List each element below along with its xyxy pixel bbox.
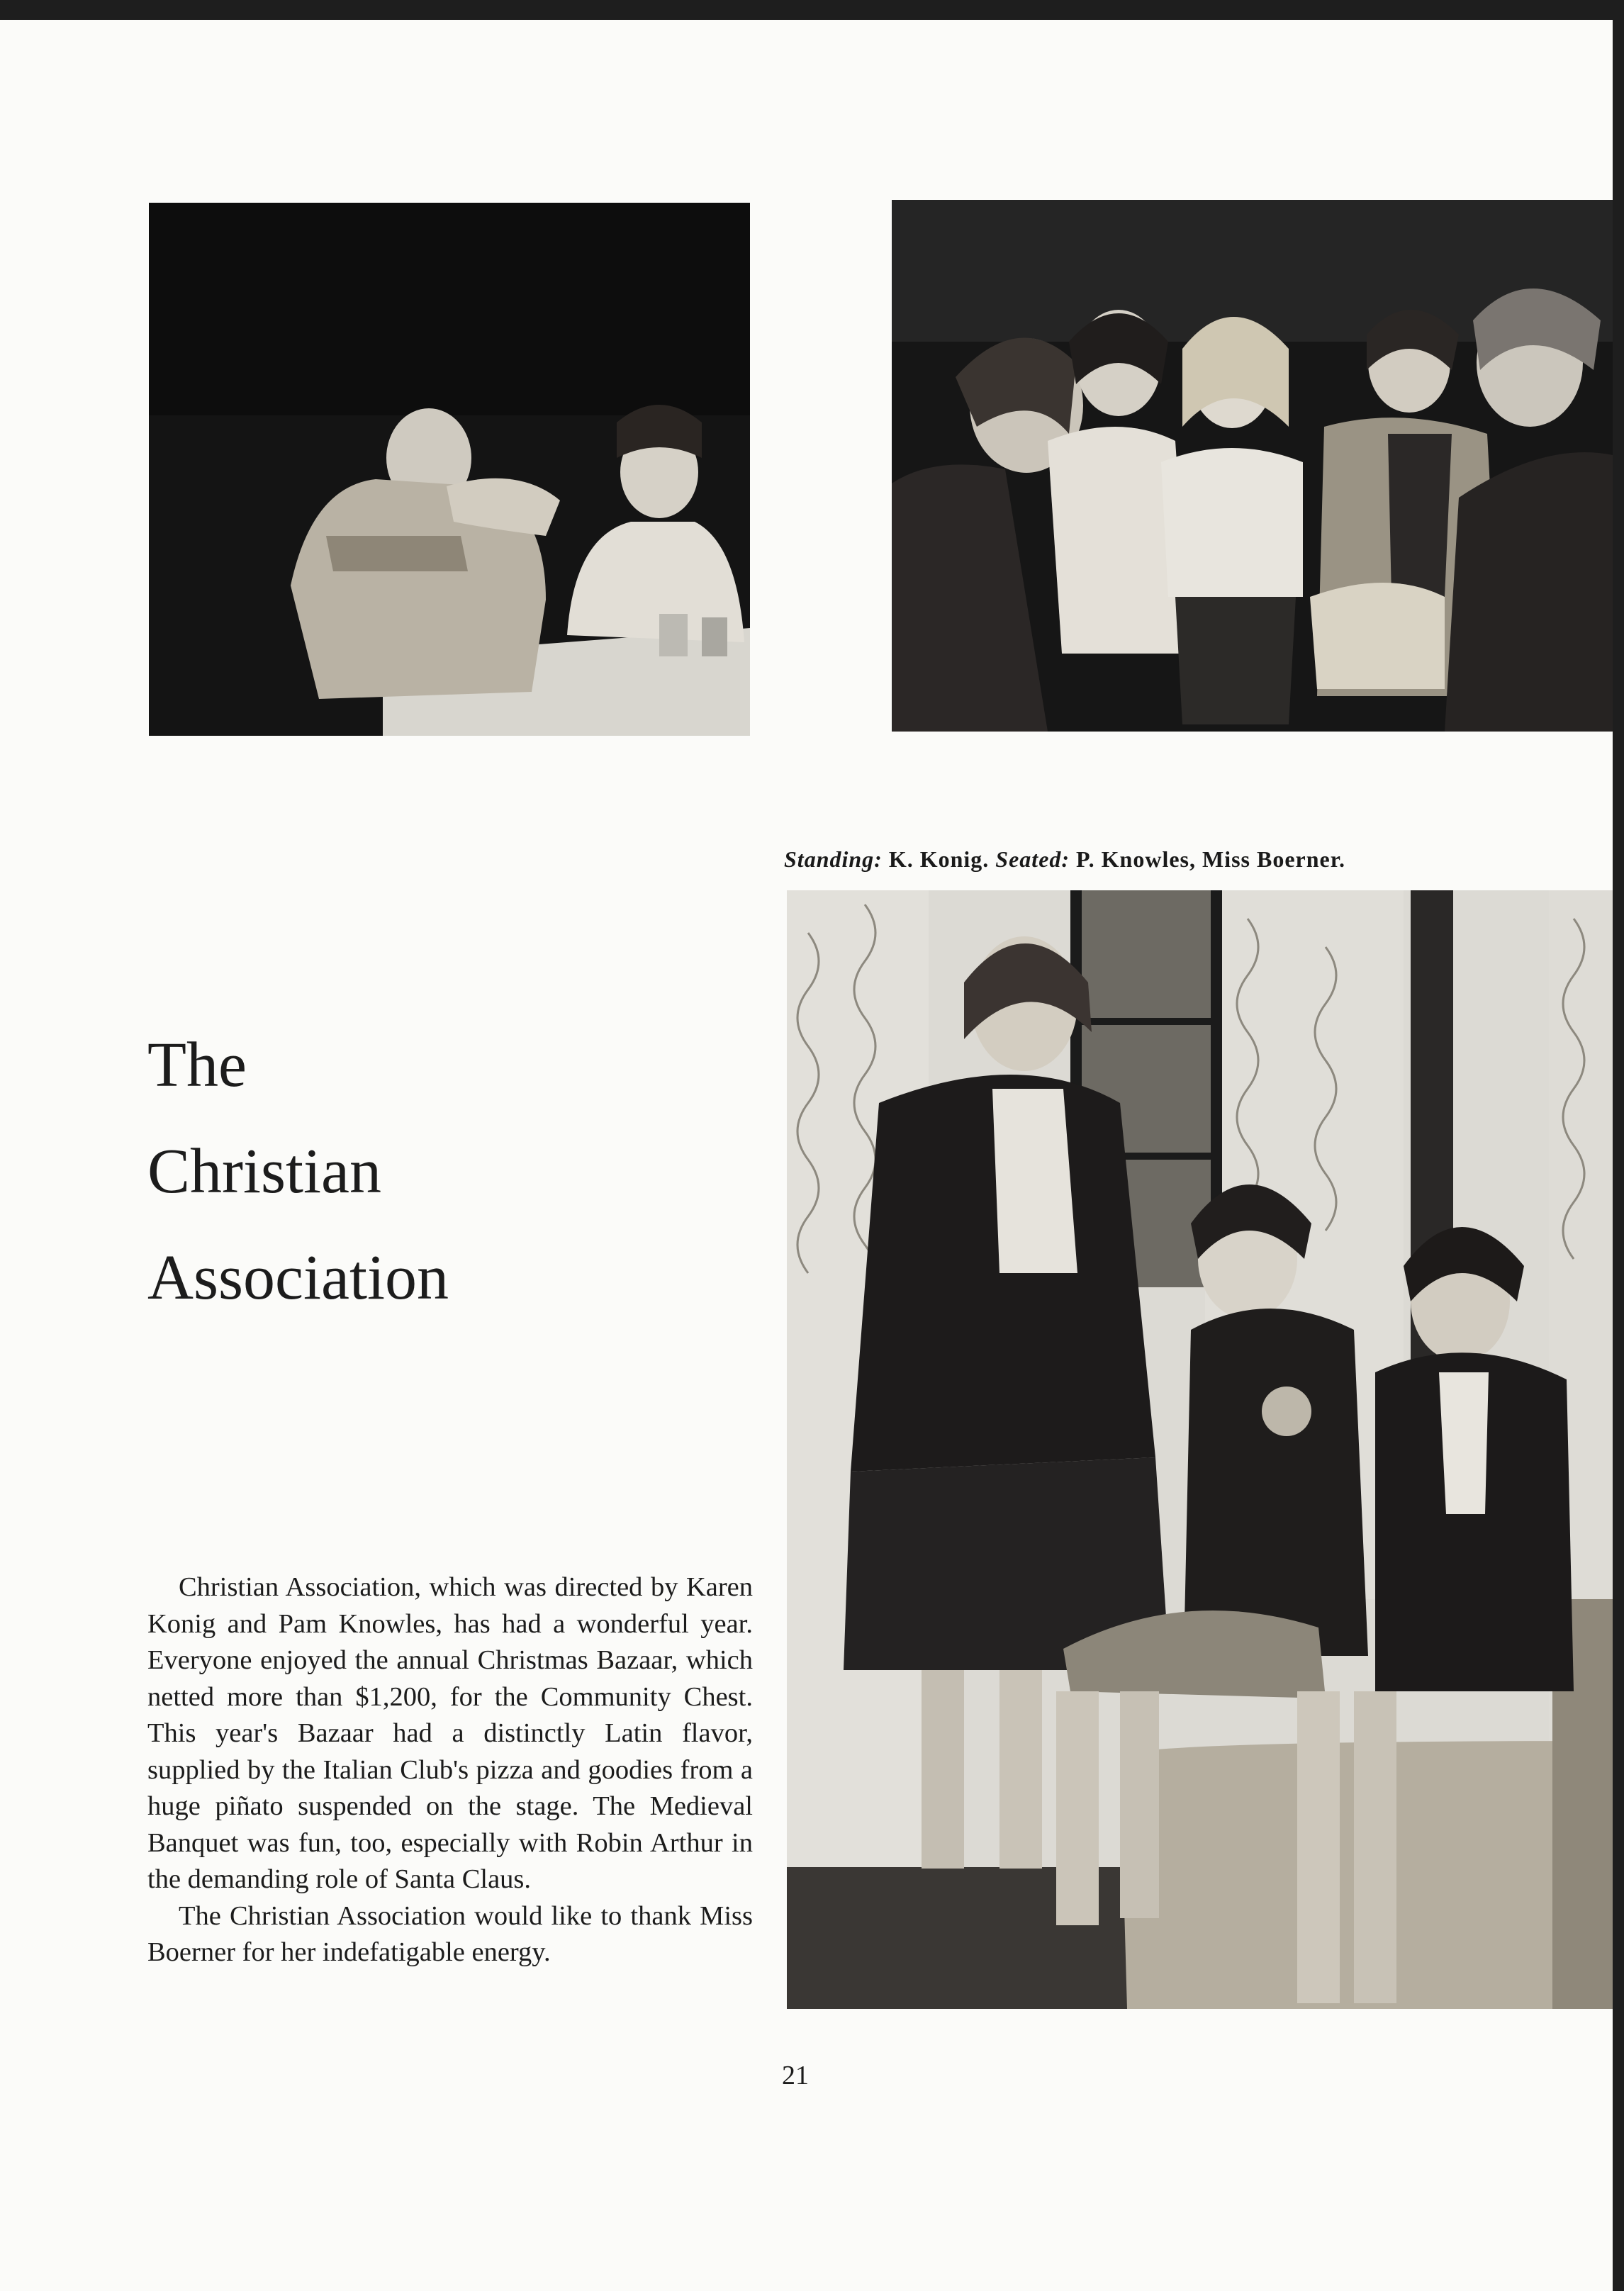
bazaar-group-photo xyxy=(892,200,1613,732)
paragraph-2: The Christian Association would like to thank Miss Boerner for her indefatigable energy. xyxy=(147,1900,753,1967)
title-line-3: Association xyxy=(147,1243,449,1313)
officers-photo-caption xyxy=(784,846,1507,873)
standing-names: K. Konig. xyxy=(888,846,990,872)
title-line-2: Christian xyxy=(147,1136,381,1206)
paragraph-1: Christian Association, which was directed by Karen Konig and Pam Knowles, has had a wonderful year. Everyone enjoyed the annual Christmas Bazaar, which netted more than $1,200, for the Community Chest. This year's Bazaar had a distinctly Latin flavor, supplied by the Italian Club's pizza and goodies from a huge piñato suspended on the stage. The Medieval Banquet was fun, too, especially with Robin Arthur in the demanding role of Santa Claus. xyxy=(147,1572,753,1894)
title-line-1: The xyxy=(147,1030,247,1100)
page-number: 21 xyxy=(782,2061,809,2090)
officers-photo-image xyxy=(787,890,1613,2009)
officers-photo xyxy=(787,890,1613,2009)
seated-label: Seated: xyxy=(995,846,1070,872)
page-title xyxy=(147,1012,644,1331)
yearbook-page xyxy=(0,20,1613,2291)
banquet-photo-image xyxy=(149,203,750,736)
bazaar-group-photo-image xyxy=(892,200,1613,732)
banquet-photo xyxy=(149,203,750,736)
standing-label: Standing: xyxy=(784,846,883,872)
seated-names: P. Knowles, Miss Boerner. xyxy=(1076,846,1346,872)
article-body xyxy=(147,1569,753,1971)
